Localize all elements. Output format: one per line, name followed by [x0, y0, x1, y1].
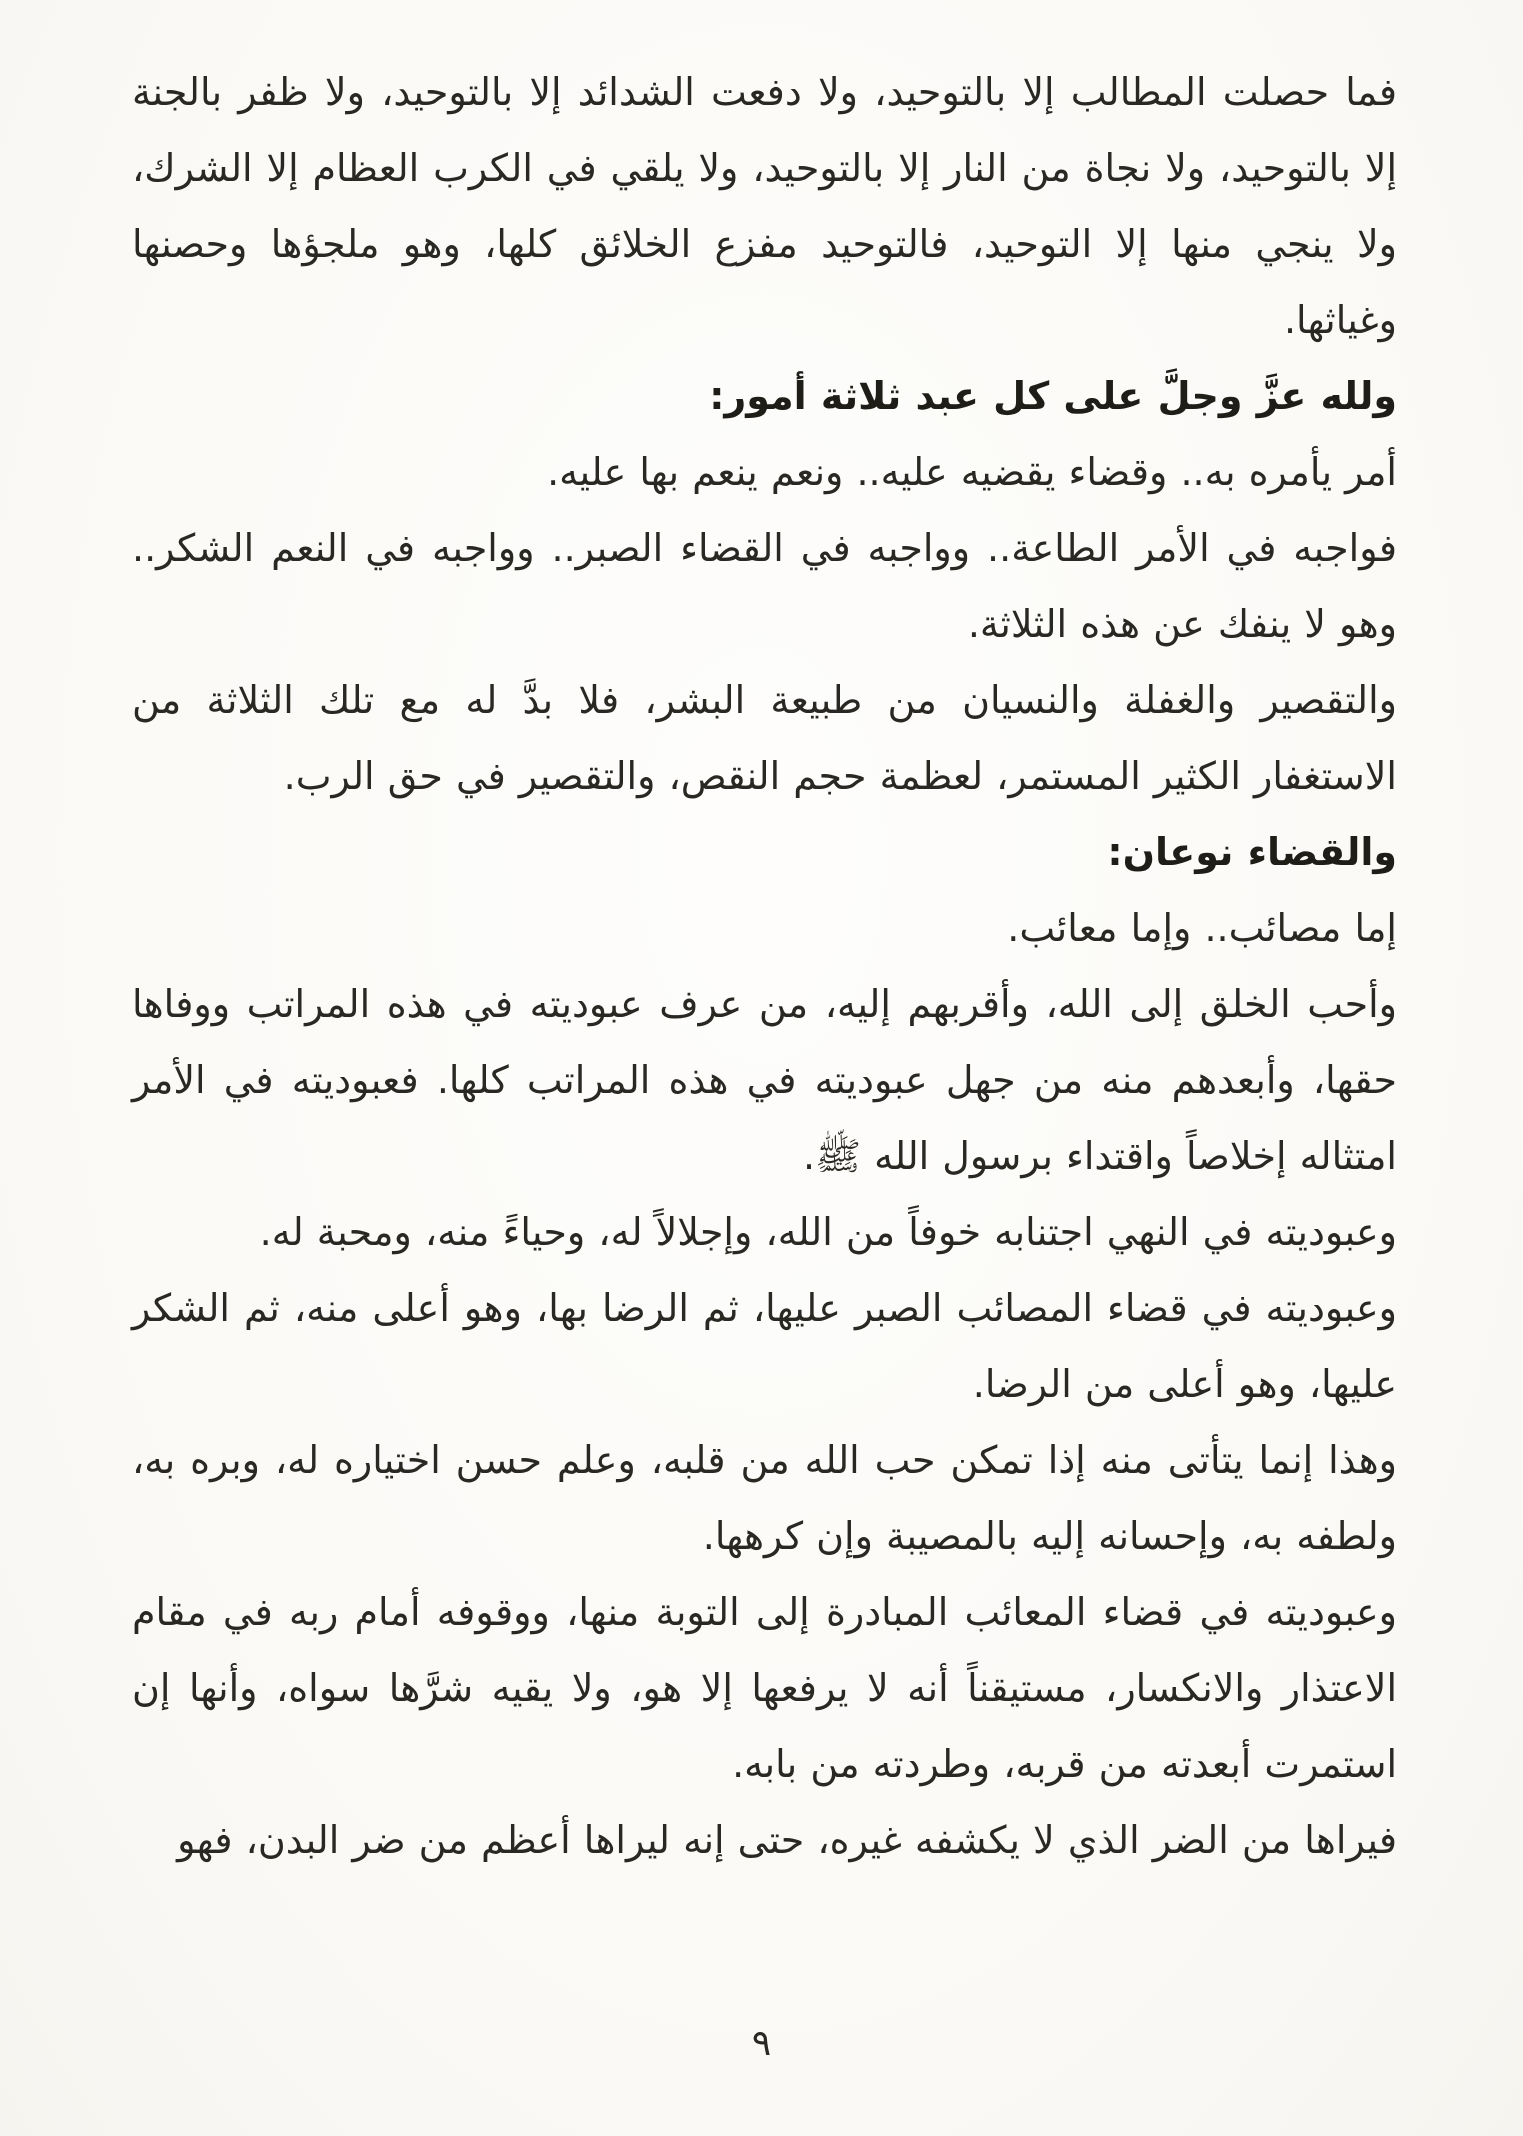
text-block — [132, 54, 1397, 1878]
paragraph-qada-types-list: إما مصائب.. وإما معائب. — [1007, 906, 1397, 950]
section-heading-three-matters: ولله عزَّ وجلَّ على كل عبد ثلاثة أمور: — [709, 374, 1397, 418]
paragraph-tawhid-benefits: فما حصلت المطالب إلا بالتوحيد، ولا دفعت الشدائد إلا بالتوحيد، ولا ظفر بالجنة إلا بالتوحيد، ولا نجاة من النار إلا بالتوحيد، ولا يلقي في الكرب العظام إلا الشرك، ولا ينجي منها إلا التوحيد، فالتوحيد مفزع الخلائق كلها، وهو ملجؤها وحصنها وغياثها. — [132, 70, 1397, 342]
paragraph-ubudiyyah-nahy: وعبوديته في النهي اجتنابه خوفاً من الله، وإجلالاً له، وحياءً منه، ومحبة له. — [259, 1210, 1397, 1254]
page-number: ٩ — [751, 2023, 772, 2064]
section-heading-qada-types: والقضاء نوعان: — [1107, 830, 1397, 874]
paragraph-harm-greater: فيراها من الضر الذي لا يكشفه غيره، حتى إنه ليراها أعظم من ضر البدن، فهو — [177, 1818, 1397, 1862]
paragraph-shortcoming-istighfar: والتقصير والغفلة والنسيان من طبيعة البشر، فلا بدَّ له مع تلك الثلاثة من الاستغفار الكثير المستمر، لعظمة حجم النقص، والتقصير في حق الرب. — [132, 678, 1397, 798]
paragraph-love-of-allah: وهذا إنما يتأتى منه إذا تمكن حب الله من قلبه، وعلم حسن اختياره له، وبره به، ولطفه به، وإحسانه إليه بالمصيبة وإن كرهها. — [132, 1438, 1397, 1558]
paragraph-duties: فواجبه في الأمر الطاعة.. وواجبه في القضاء الصبر.. وواجبه في النعم الشكر.. وهو لا ينفك عن هذه الثلاثة. — [132, 526, 1397, 646]
paragraph-beloved-creation: وأحب الخلق إلى الله، وأقربهم إليه، من عرف عبوديته في هذه المراتب ووفاها حقها، وأبعدهم منه من جهل عبوديته في هذه المراتب كلها. فعبوديته في الأمر امتثاله إخلاصاً واقتداء برسول الله ﷺ. — [132, 982, 1397, 1178]
paragraph-ubudiyyah-maayib: وعبوديته في قضاء المعائب المبادرة إلى التوبة منها، ووقوفه أمام ربه في مقام الاعتذار والانكسار، مستيقناً أنه لا يرفعها إلا هو، ولا يقيه شرَّها سواه، وأنها إن استمرت أبعدته من قربه، وطردته من بابه. — [132, 1590, 1397, 1786]
paragraph-ubudiyyah-masaib: وعبوديته في قضاء المصائب الصبر عليها، ثم الرضا بها، وهو أعلى منه، ثم الشكر عليها، وهو أعلى من الرضا. — [132, 1286, 1397, 1406]
paragraph-three-matters-list: أمر يأمره به.. وقضاء يقضيه عليه.. ونعم ينعم بها عليه. — [547, 450, 1397, 494]
